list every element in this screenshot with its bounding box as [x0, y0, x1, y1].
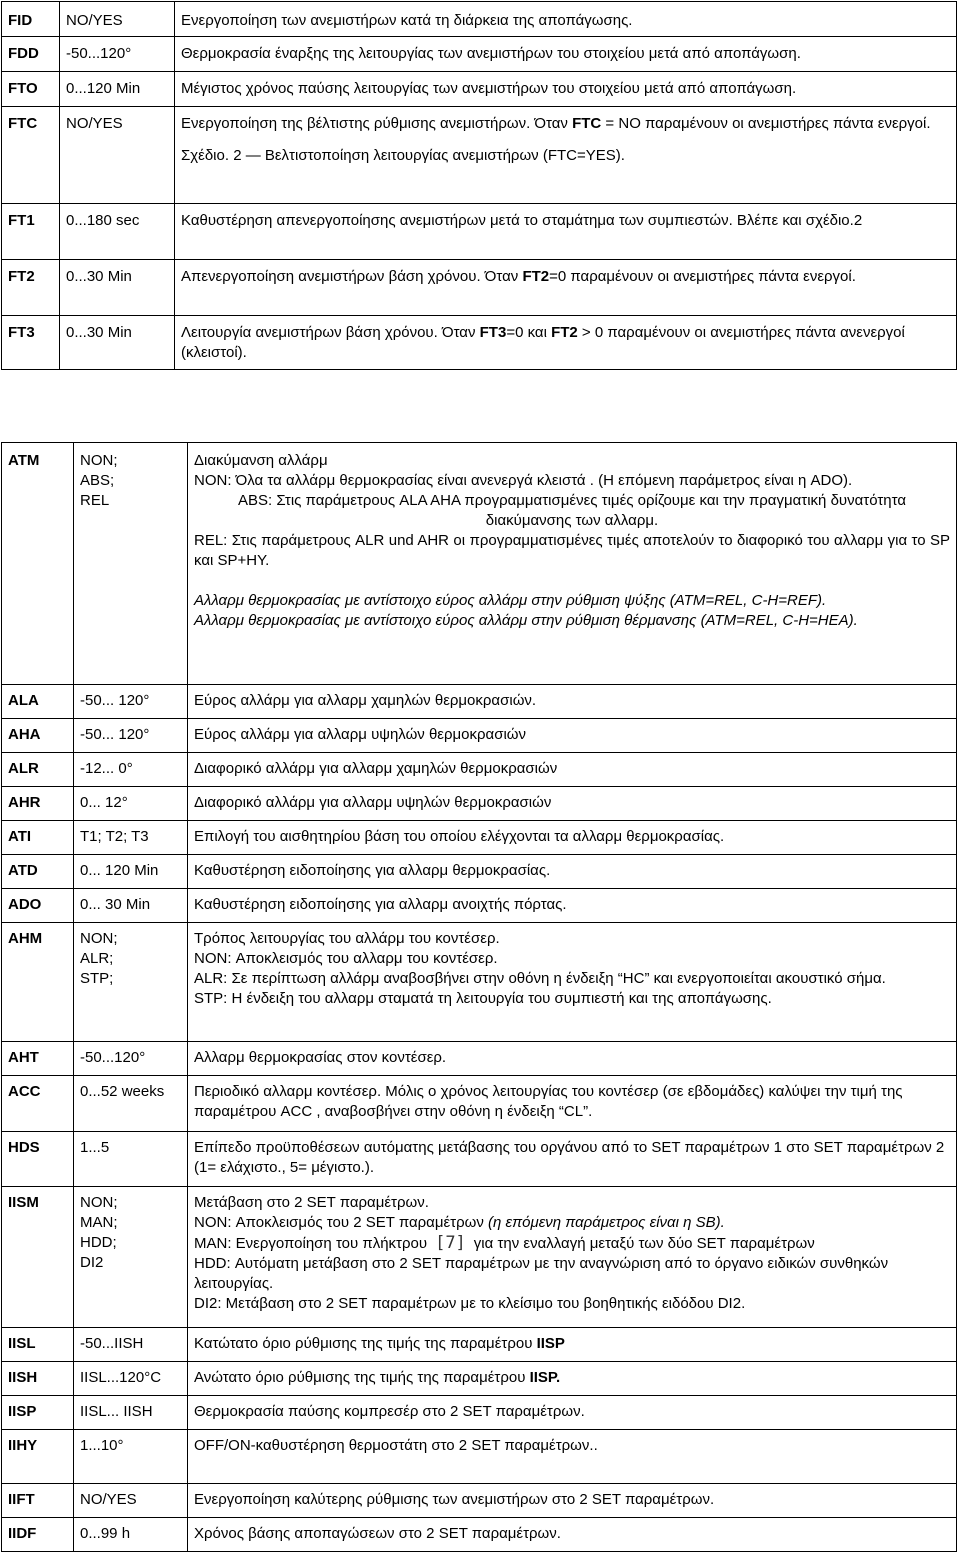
param-code: IISL [2, 1328, 74, 1362]
param-desc: Θερμοκρασία έναρξης της λειτουργίας των ανεμιστήρων του στοιχείου μετά από αποπάγωση. [175, 37, 957, 72]
range-option: NON; [80, 930, 118, 947]
desc-line: DI2: Μετάβαση στο 2 SET παραμέτρων με το κλείσιμο του βοηθητικής ειδόδου DI2. [194, 1295, 746, 1312]
table-row [2, 753, 957, 787]
param-desc [188, 443, 957, 685]
table-row [2, 260, 957, 316]
table-row [2, 316, 957, 370]
table-row [2, 1518, 957, 1552]
param-code: ALR [2, 753, 74, 787]
table-row [2, 37, 957, 72]
range-option: ALR; [80, 950, 114, 967]
range-option: ABS; [80, 472, 115, 489]
param-range: 0...30 Min [60, 316, 175, 370]
param-code: FT2 [2, 260, 60, 316]
desc-line: ALR: Σε περίπτωση αλλάρμ αναβοσβήνει στην οθόνη η ένδειξη “HC” και ενεργοποιείται ακουστικό σήμα. [194, 970, 886, 987]
param-code: ADO [2, 889, 74, 923]
param-desc: Αλλαρμ θερμοκρασίας στον κοντέσερ. [188, 1042, 957, 1076]
param-code: ALA [2, 685, 74, 719]
desc-text: Κατώτατο όριο ρύθμισης της τιμής της παραμέτρου [194, 1335, 537, 1352]
param-desc: Ενεργοποίηση καλύτερης ρύθμισης των ανεμιστήρων στο 2 SET παραμέτρων. [188, 1484, 957, 1518]
param-desc: Περιοδικό αλλαρμ κοντέσερ. Μόλις ο χρόνος λειτουργίας του κοντέσερ (σε εβδομάδες) καλύψει την τιμή της παραμέτρου ACC , αναβοσβήνει στην οθόνη η ένδειξη “CL”. [188, 1076, 957, 1132]
param-code: HDS [2, 1132, 74, 1187]
desc-line: HDD: Αυτόματη μετάβαση στο 2 SET παραμέτρων με την αναγνώριση από το όργανο ειδικών συνθηκών λειτουργίας. [194, 1255, 889, 1292]
param-range: 0...52 weeks [74, 1076, 188, 1132]
param-range: NO/YES [60, 2, 175, 37]
param-code: FTO [2, 72, 60, 107]
param-desc [188, 1328, 957, 1362]
table-row [2, 1362, 957, 1396]
param-desc: Επιλογή του αισθητηρίου βάση του οποίου ελέγχονται τα αλλαρμ θερμοκρασίας. [188, 821, 957, 855]
param-code: AHT [2, 1042, 74, 1076]
param-code: ATM [2, 443, 74, 685]
desc-line: NON: Αποκλεισμός του αλλαρμ του κοντέσερ. [194, 950, 498, 967]
param-range: -12... 0° [74, 753, 188, 787]
param-code: IIHY [2, 1430, 74, 1484]
param-range: T1; T2; T3 [74, 821, 188, 855]
param-code: AHA [2, 719, 74, 753]
table-row [2, 1396, 957, 1430]
figure-caption: Σχέδιο. 2 — Βελτιστοποίηση λειτουργίας ανεμιστήρων (FTC=YES). [181, 147, 625, 164]
param-ref: FT3 [479, 324, 507, 341]
param-range: -50... 120° [74, 685, 188, 719]
param-desc: Διαφορικό αλλάρμ για αλλαρμ υψηλών θερμοκρασιών [188, 787, 957, 821]
table-row [2, 889, 957, 923]
param-range: IISL...120°C [74, 1362, 188, 1396]
table-row [2, 204, 957, 260]
param-range: 0...99 h [74, 1518, 188, 1552]
param-code: FT1 [2, 204, 60, 260]
table-row [2, 821, 957, 855]
range-option: MAN; [80, 1214, 118, 1231]
desc-text: = NO παραμένουν οι ανεμιστήρες πάντα ενεργοί. [601, 115, 931, 132]
param-desc: Καθυστέρηση ειδοποίησης για αλλαρμ θερμοκρασίας. [188, 855, 957, 889]
desc-note: (η επόμενη παράμετρος είναι η SB). [488, 1214, 725, 1231]
param-code: ATI [2, 821, 74, 855]
desc-line: STP: Η ένδειξη του αλλαρμ σταματά τη λειτουργία του συμπιεστή και της αποπάγωσης. [194, 990, 772, 1007]
param-desc: OFF/ON-καθυστέρηση θερμοστάτη στο 2 SET παραμέτρων.. [188, 1430, 957, 1484]
figure-caption: Αλλαρμ θερμοκρασίας με αντίστοιχο εύρος αλλάρμ στην ρύθμιση ψύξης (ATM=REL, C-H=REF). [194, 592, 827, 609]
param-range: 0...30 Min [60, 260, 175, 316]
param-range: 0... 30 Min [74, 889, 188, 923]
table-row [2, 1484, 957, 1518]
table-row [2, 685, 957, 719]
param-range: IISL... IISH [74, 1396, 188, 1430]
table-row [2, 443, 957, 685]
param-desc: Διαφορικό αλλάρμ για αλλαρμ χαμηλών θερμοκρασιών [188, 753, 957, 787]
param-range: 1...5 [74, 1132, 188, 1187]
desc-line: Μετάβαση στο 2 SET παραμέτρων. [194, 1194, 429, 1211]
param-desc: Εύρος αλλάρμ για αλλαρμ υψηλών θερμοκρασιών [188, 719, 957, 753]
table-row [2, 2, 957, 37]
param-code: IISM [2, 1187, 74, 1328]
param-desc [188, 1362, 957, 1396]
param-desc: Ενεργοποίηση των ανεμιστήρων κατά τη διάρκεια της αποπάγωσης. [175, 2, 957, 37]
param-range: -50...120° [74, 1042, 188, 1076]
param-desc [175, 316, 957, 370]
param-desc [175, 260, 957, 316]
param-code: FID [2, 2, 60, 37]
table-row [2, 72, 957, 107]
param-code: AHR [2, 787, 74, 821]
desc-text: Λειτουργία ανεμιστήρων βάση χρόνου. Όταν [181, 324, 480, 341]
param-ref: FT2 [522, 268, 550, 285]
desc-text: > 0 παραμένουν οι ανεμιστήρες πάντα ανενεργοί (κλειστοί). [181, 324, 905, 361]
param-range: -50...IISH [74, 1328, 188, 1362]
param-range [74, 443, 188, 685]
param-code: IIFT [2, 1484, 74, 1518]
desc-text: =0 και [506, 324, 552, 341]
desc-text: Ενεργοποίηση της βέλτιστης ρύθμισης ανεμιστήρων. Όταν [181, 115, 573, 132]
desc-text: Ανώτατο όριο ρύθμισης της τιμής της παραμέτρου [194, 1369, 530, 1386]
range-option: HDD; [80, 1234, 117, 1251]
range-option: NON; [80, 1194, 118, 1211]
param-desc: Εύρος αλλάρμ για αλλαρμ χαμηλών θερμοκρασιών. [188, 685, 957, 719]
param-range: NO/YES [60, 107, 175, 204]
param-desc: Χρόνος βάσης αποπαγώσεων στο 2 SET παραμέτρων. [188, 1518, 957, 1552]
range-option: REL [80, 492, 110, 509]
param-range: -50... 120° [74, 719, 188, 753]
param-code: AHM [2, 923, 74, 1042]
param-range: 0...120 Min [60, 72, 175, 107]
param-desc [188, 923, 957, 1042]
table-row [2, 1042, 957, 1076]
range-option: DI2 [80, 1254, 104, 1271]
desc-line: Τρόπος λειτουργίας του αλλάρμ του κοντέσερ. [194, 930, 500, 947]
param-code: ATD [2, 855, 74, 889]
param-range: -50...120° [60, 37, 175, 72]
param-desc [175, 107, 957, 204]
desc-text: NON: Αποκλεισμός του 2 SET παραμέτρων [194, 1214, 488, 1231]
key-icon: [7] [435, 1233, 466, 1253]
param-code: IISH [2, 1362, 74, 1396]
param-code: ACC [2, 1076, 74, 1132]
fan-parameters-table [1, 1, 957, 370]
param-range: 0...180 sec [60, 204, 175, 260]
param-code: IIDF [2, 1518, 74, 1552]
table-row [2, 1187, 957, 1328]
param-ref: FT2 [551, 324, 578, 341]
param-desc: Καθυστέρηση ειδοποίησης για αλλαρμ ανοιχτής πόρτας. [188, 889, 957, 923]
desc-title: Διακύμανση αλλάρμ [194, 452, 328, 469]
param-code: FT3 [2, 316, 60, 370]
table-row [2, 1076, 957, 1132]
param-range [74, 1187, 188, 1328]
desc-text: για την εναλλαγή μεταξύ των δύο SET παραμέτρων [473, 1235, 815, 1252]
desc-line: NON: Όλα τα αλλάρμ θερμοκρασίας είναι ανενεργά κλειστά . (Η επόμενη παράμετρος είναι η ADO). [194, 472, 853, 489]
param-range: 0... 120 Min [74, 855, 188, 889]
desc-text: =0 παραμένουν οι ανεμιστήρες πάντα ενεργοί. [549, 268, 856, 285]
table-row [2, 1430, 957, 1484]
desc-text: Απενεργοποίηση ανεμιστήρων βάση χρόνου. Όταν [181, 268, 523, 285]
param-range: 1...10° [74, 1430, 188, 1484]
param-code: IISP [2, 1396, 74, 1430]
param-desc: Θερμοκρασία παύσης κομπρεσέρ στο 2 SET παραμέτρων. [188, 1396, 957, 1430]
figure-caption: Αλλαρμ θερμοκρασίας με αντίστοιχο εύρος αλλάρμ στην ρύθμιση θέρμανσης (ATM=REL, C-H=HEA). [194, 612, 858, 629]
param-code: FTC [2, 107, 60, 204]
range-option: NON; [80, 452, 118, 469]
desc-line: REL: Στις παράμετρους ALR und AHR οι προγραμματισμένες τιμές αποτελούν το διαφορικό του αλλαρμ για το SP και SP+HY. [194, 532, 950, 569]
param-ref: IISP. [529, 1369, 561, 1386]
param-code: FDD [2, 37, 60, 72]
table-row [2, 855, 957, 889]
param-range: NO/YES [74, 1484, 188, 1518]
table-row [2, 1328, 957, 1362]
param-ref: FTC [572, 115, 602, 132]
desc-line: ABS: Στις παράμετρους ALA AHA προγραμματισμένες τιμές ορίζουμε και την πραγματική δυνατότητα διακύμανσης των αλλαρμ. [238, 492, 906, 529]
param-desc: Μέγιστος χρόνος παύσης λειτουργίας των ανεμιστήρων του στοιχείου μετά από αποπάγωση. [175, 72, 957, 107]
param-ref: IISP [536, 1335, 565, 1352]
param-range: 0... 12° [74, 787, 188, 821]
param-desc: Καθυστέρηση απενεργοποίησης ανεμιστήρων μετά το σταμάτημα των συμπιεστών. Βλέπε και σχέδιο.2 [175, 204, 957, 260]
table-row [2, 787, 957, 821]
table-row [2, 719, 957, 753]
table-row [2, 1132, 957, 1187]
desc-text: MAN: Ενεργοποίηση του πλήκτρου [194, 1235, 428, 1252]
param-range [74, 923, 188, 1042]
alarm-parameters-table [1, 442, 957, 1552]
param-desc [188, 1187, 957, 1328]
table-row [2, 923, 957, 1042]
param-desc: Επίπεδο προϋποθέσεων αυτόματης μετάβασης του οργάνου από το SET παραμέτρων 1 στο SET παραμέτρων 2 (1= ελάχιστο., 5= μέγιστο.). [188, 1132, 957, 1187]
range-option: STP; [80, 970, 114, 987]
table-row [2, 107, 957, 204]
